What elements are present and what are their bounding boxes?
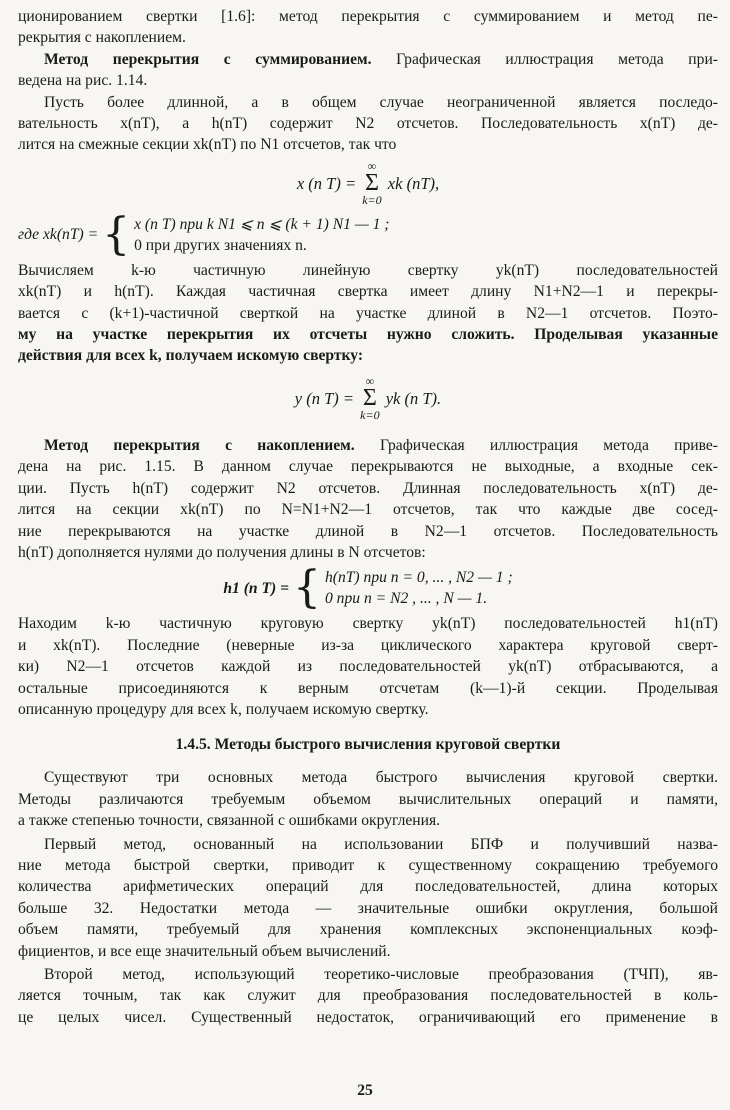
text-line: ки) N2—1 отсчетов каждой из последовательностей yk(nT) отбрасываются, а xyxy=(18,658,718,676)
text-line: ние перекрываются на участке длиной в N2—1 отсчетов. Последовательность xyxy=(18,522,718,540)
text-line: Метод перекрытия с суммированием. Графическая иллюстрация метода при- xyxy=(44,50,718,68)
text-line: количества арифметических операций для последовательностей, длина которых xyxy=(18,878,718,896)
method-title: Метод перекрытия с суммированием. xyxy=(44,50,372,68)
text-line: ционированием свертки [1.6]: метод перекрытия с суммированием и метод пе- xyxy=(18,8,718,25)
text-line: ляется точным, так как служит для преобразования последовательностей в коль- xyxy=(18,987,718,1005)
text-line: xk(nT) и h(nT). Каждая частичная свертка имеет длину N1+N2—1 и перекры- xyxy=(18,283,718,301)
page-number: 25 xyxy=(357,1082,373,1099)
text-line: дена на рис. 1.15. В данном случае перекрываются не выходные, а входные сек- xyxy=(18,458,718,476)
text-line: Первый метод, основанный на использовании БПФ и получивший назва- xyxy=(44,835,718,853)
text-line: Метод перекрытия с накоплением. Графическая иллюстрация метода приве- xyxy=(44,436,718,454)
page-body xyxy=(18,6,718,1028)
paragraph-first-method xyxy=(18,834,718,962)
left-brace: { xyxy=(102,208,131,260)
formula-sum-x: x (n T) = ∞ Σ k=0 xk (nT), xyxy=(296,158,440,207)
text-line: ции. Пусть h(nT) содержит N2 отсчетов. Длинная последовательность x(nT) де- xyxy=(18,479,718,497)
formula-cases-h1: h1 (n T) = { h(nT) при n = 0, ... , N2 — 1 ; 0 при n = N2 , ... , N — 1. xyxy=(223,562,513,614)
text-line: це целых чисел. Существенный недостаток, ограничивающий его применение в xyxy=(18,1008,718,1026)
paragraph-overlap-save xyxy=(18,435,718,563)
text-line: объем памяти, требуемый для хранения комплексных экспоненциальных коэф- xyxy=(18,921,718,939)
section-heading: 1.4.5. Методы быстрого вычисления круговой свертки xyxy=(175,736,561,754)
text-line: Пусть более длинной, а в общем случае неограниченной является последо- xyxy=(44,93,718,111)
paragraph-intro xyxy=(18,6,718,49)
method-title: Метод перекрытия с накоплением. xyxy=(44,436,355,454)
text-line: рекрытия с накоплением. xyxy=(18,29,186,47)
formula-cases-xk: где xk(nT) = { x (n T) при k N1 ⩽ n ⩽ (k + 1) N1 — 1 ; 0 при других значениях n. xyxy=(18,208,390,260)
text-line: Вычисляем k-ю частичную линейную свертку yk(nT) последовательностей xyxy=(18,261,718,279)
sum-symbol: ∞ Σ k=0 xyxy=(362,158,382,207)
paragraph-partial-linear xyxy=(18,260,718,367)
paragraph-three-methods xyxy=(18,767,718,831)
paragraph-second-method xyxy=(18,964,718,1028)
text-line: остальные присоединяются к верным отсчетам (k—1)-й секции. Проделывая xyxy=(18,679,718,697)
text-line: Второй метод, использующий теоретико-числовые преобразования (ТЧП), яв- xyxy=(44,966,718,983)
text-line: вательность x(nT), а h(nT) содержит N2 отсчетов. Последовательность x(nT) де- xyxy=(18,115,718,133)
text-line: лится на секции xk(nT) по N=N1+N2—1 отсчетов, так что каждые две сосед- xyxy=(18,501,718,519)
text-line: больше 32. Недостатки метода — значительные ошибки округления, большой xyxy=(18,899,718,917)
paragraph-overlap-add xyxy=(18,49,718,92)
left-brace: { xyxy=(292,562,321,614)
text-line: а также степенью точности, связанной с ошибками округления. xyxy=(18,812,441,830)
text-line: му на участке перекрытия их отсчеты нужно сложить. Проделывая указанные xyxy=(18,326,718,344)
text-line: ние метода быстрой свертки, приводит к существенному сокращению требуемого xyxy=(18,856,718,874)
paragraph-sections xyxy=(18,92,718,156)
text-line: лится на смежные секции xk(nT) по N1 отсчетов, так что xyxy=(18,136,397,154)
text-line: h(nT) дополняется нулями до получения длины в N отсчетов: xyxy=(18,543,426,561)
text-line: вается с (k+1)-частичной сверткой на участке длиной в N2—1 отсчетов. Поэто- xyxy=(18,304,718,322)
text-line: Находим k-ю частичную круговую свертку yk(nT) последовательностей h1(nT) xyxy=(18,615,718,633)
formula-sum-y: y (n T) = ∞ Σ k=0 yk (n T). xyxy=(294,373,442,422)
text-line: и xk(nT). Последние (неверные из-за циклического характера круговой сверт- xyxy=(18,636,718,654)
text-line: фициентов, и все еще значительный объем вычислений. xyxy=(18,942,391,960)
paragraph-partial-circular xyxy=(18,613,718,720)
text-line: ведена на рис. 1.14. xyxy=(18,72,148,90)
sum-symbol: ∞ Σ k=0 xyxy=(360,373,380,422)
text-line: Существуют три основных метода быстрого вычисления круговой свертки. xyxy=(44,769,718,787)
text-line: Методы различаются требуемым объемом вычислительных операций и памяти, xyxy=(18,790,718,808)
text-line: описанную процедуру для всех k, получаем искомую свертку. xyxy=(18,700,429,718)
text-line: действия для всех k, получаем искомую свертку: xyxy=(18,347,364,365)
